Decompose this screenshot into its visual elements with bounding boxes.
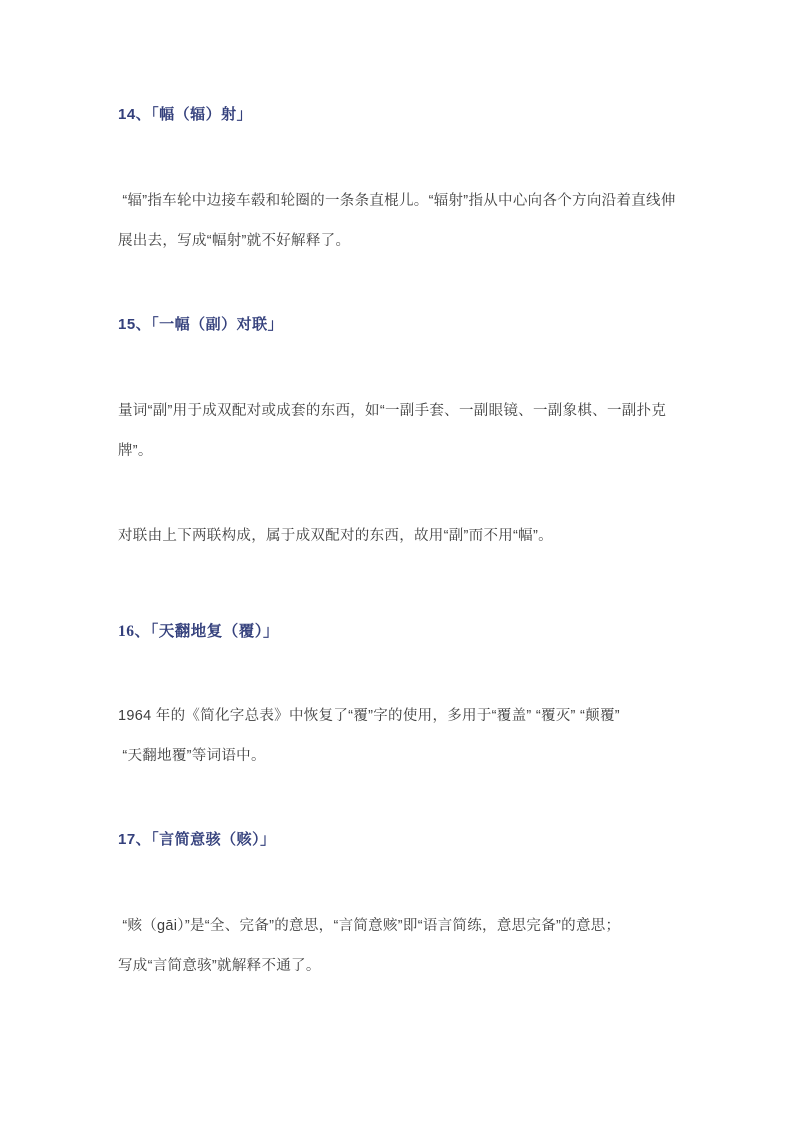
- section-15-paragraph-line: 牌”。: [118, 443, 153, 459]
- section-17-paragraph-line: “赅（gāi）”是“全、完备”的意思，“言简意赅”即“语言简练，意思完备”的意思；: [118, 918, 621, 934]
- section-14-paragraph-line: “辐”指车轮中边接车毂和轮圈的一条条直棍儿。“辐射”指从中心向各个方向沿着直线伸: [118, 193, 676, 209]
- section-16-paragraph-line: 1964 年的《简化字总表》中恢复了“覆”字的使用，多用于“覆盖” “覆灭” “颠覆”: [118, 708, 620, 724]
- section-15-paragraph-line: 对联由上下两联构成，属于成双配对的东西，故用“副”而不用“幅”。: [118, 528, 553, 544]
- section-14-heading: 14、「幅（辐）射」: [118, 106, 253, 123]
- section-17-paragraph-line: 写成“言简意骇”就解释不通了。: [118, 958, 321, 974]
- section-16-heading: 16、「天翻地复（覆）」: [118, 623, 280, 640]
- section-17-heading: 17、「言简意骇（赅）」: [118, 831, 276, 848]
- section-15-heading: 15、「一幅（副）对联」: [118, 316, 284, 333]
- section-16-paragraph-line: “天翻地覆”等词语中。: [118, 748, 266, 764]
- section-14-paragraph-line: 展出去，写成“幅射”就不好解释了。: [118, 233, 351, 249]
- section-15-paragraph-line: 量词“副”用于成双配对或成套的东西，如“一副手套、一副眼镜、一副象棋、一副扑克: [118, 403, 667, 419]
